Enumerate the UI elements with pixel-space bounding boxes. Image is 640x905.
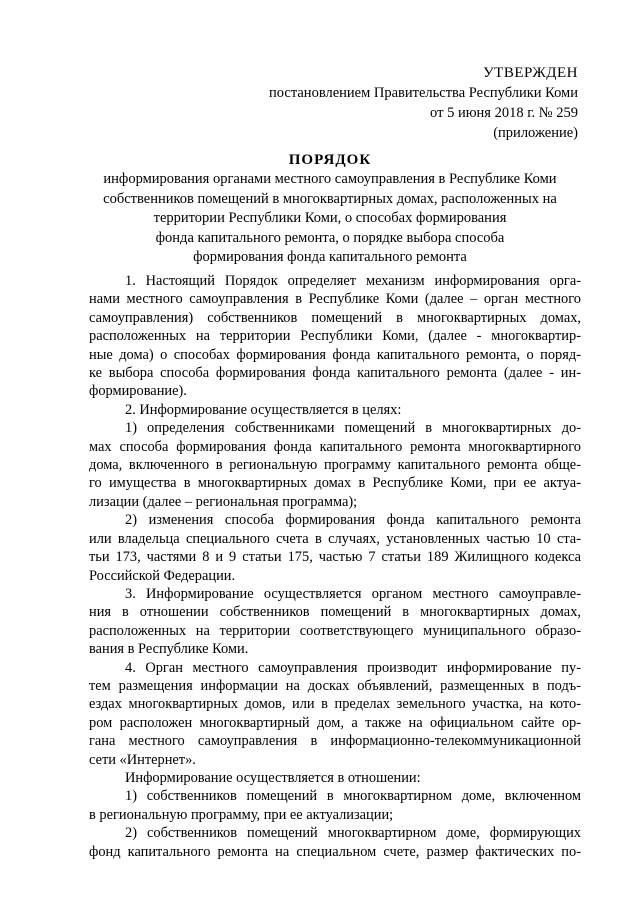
document-subtitle: [86, 170, 574, 268]
body-line: 4. Орган местного самоуправления производит информирование пу-: [125, 659, 581, 676]
body-line: в региональную программу, при ее актуализации;: [89, 806, 394, 823]
body-line: фонд капитального ремонта на специальном счете, размер фактических по-: [89, 843, 581, 860]
approval-heading: УТВЕРЖДЕН: [483, 65, 578, 81]
body-line: ром расположен многоквартирный дом, а также на официальном сайте ор-: [89, 714, 581, 731]
body-line: 2) собственников помещений многоквартирном доме, формирующих: [125, 825, 581, 842]
subtitle-line: информирования органами местного самоуправления в Республике Коми: [103, 171, 557, 187]
body-line: дома, включенного в региональную программу капитального ремонта обще-: [89, 457, 581, 474]
body-line: расположенных на территории соответствующего муниципального образо-: [89, 622, 581, 639]
subtitle-line: формирования фонда капитального ремонта: [193, 249, 467, 265]
approval-line: от 5 июня 2018 г. № 259: [430, 105, 578, 121]
body-line: 1. Настоящий Порядок определяет механизм информирования орга-: [125, 273, 581, 289]
body-line: ке выбора способа формирования фонда капитального ремонта (далее - ин-: [89, 365, 581, 382]
approval-line: постановлением Правительства Республики Коми: [269, 85, 578, 101]
body-line: тем размещения информации на досках объявлений, размещенных в подъ-: [89, 677, 581, 694]
subtitle-line: фонда капитального ремонта, о порядке выбора способа: [155, 229, 505, 246]
body-line: самоуправления) собственников помещений в многоквартирных домах,: [89, 309, 581, 326]
subtitle-line: территории Республики Коми, о способах формирования: [153, 210, 507, 226]
document-title: ПОРЯДОК: [288, 152, 372, 168]
body-line: гана местного самоуправления в информационно-телекоммуникационной: [89, 733, 581, 750]
body-line: Российской Федерации.: [89, 567, 236, 584]
body-line: 3. Информирование осуществляется органом местного самоуправле-: [125, 585, 581, 602]
body-line: ездах многоквартирных домов, или в пределах земельного участка, на кото-: [89, 696, 581, 713]
approval-line: (приложение): [493, 125, 578, 141]
body-line: 2. Информирование осуществляется в целях:: [125, 401, 402, 418]
body-line: 1) определения собственниками помещений в многоквартирных до-: [125, 420, 581, 437]
document-body: [89, 272, 581, 861]
body-line: вания в Республике Коми.: [89, 641, 249, 658]
body-line: 2) изменения способа формирования фонда капитального ремонта: [125, 512, 581, 529]
body-line: расположенных на территории Республики Коми, (далее - многоквартир-: [89, 328, 581, 345]
body-line: 1) собственников помещений в многоквартирном доме, включенном: [125, 788, 581, 805]
approval-stamp: [269, 63, 578, 143]
body-line: тьи 173, частями 8 и 9 статьи 175, частью 7 статьи 189 Жилищного кодекса: [89, 549, 581, 566]
body-line: формирование).: [89, 383, 187, 400]
body-line: лизации (далее – региональная программа);: [89, 493, 358, 510]
body-line: ные дома) о способах формирования фонда капитального ремонта, о поряд-: [89, 346, 581, 363]
body-line: или владельца специального счета в случаях, установленных частью 10 ста-: [89, 530, 581, 547]
body-line: мах способа формирования фонда капитального ремонта многоквартирного: [89, 438, 581, 455]
body-line: сети «Интернет».: [89, 751, 196, 768]
body-line: Информирование осуществляется в отношении:: [125, 769, 421, 786]
subtitle-line: собственников помещений в многоквартирных домах, расположенных на: [103, 190, 557, 207]
body-line: го имущества в многоквартирных домах в Республике Коми, при ее актуа-: [89, 475, 581, 492]
body-line: ния в отношении собственников помещений в многоквартирных домах,: [89, 604, 581, 621]
body-line: нами местного самоуправления в Республике Коми (далее – орган местного: [89, 291, 581, 308]
